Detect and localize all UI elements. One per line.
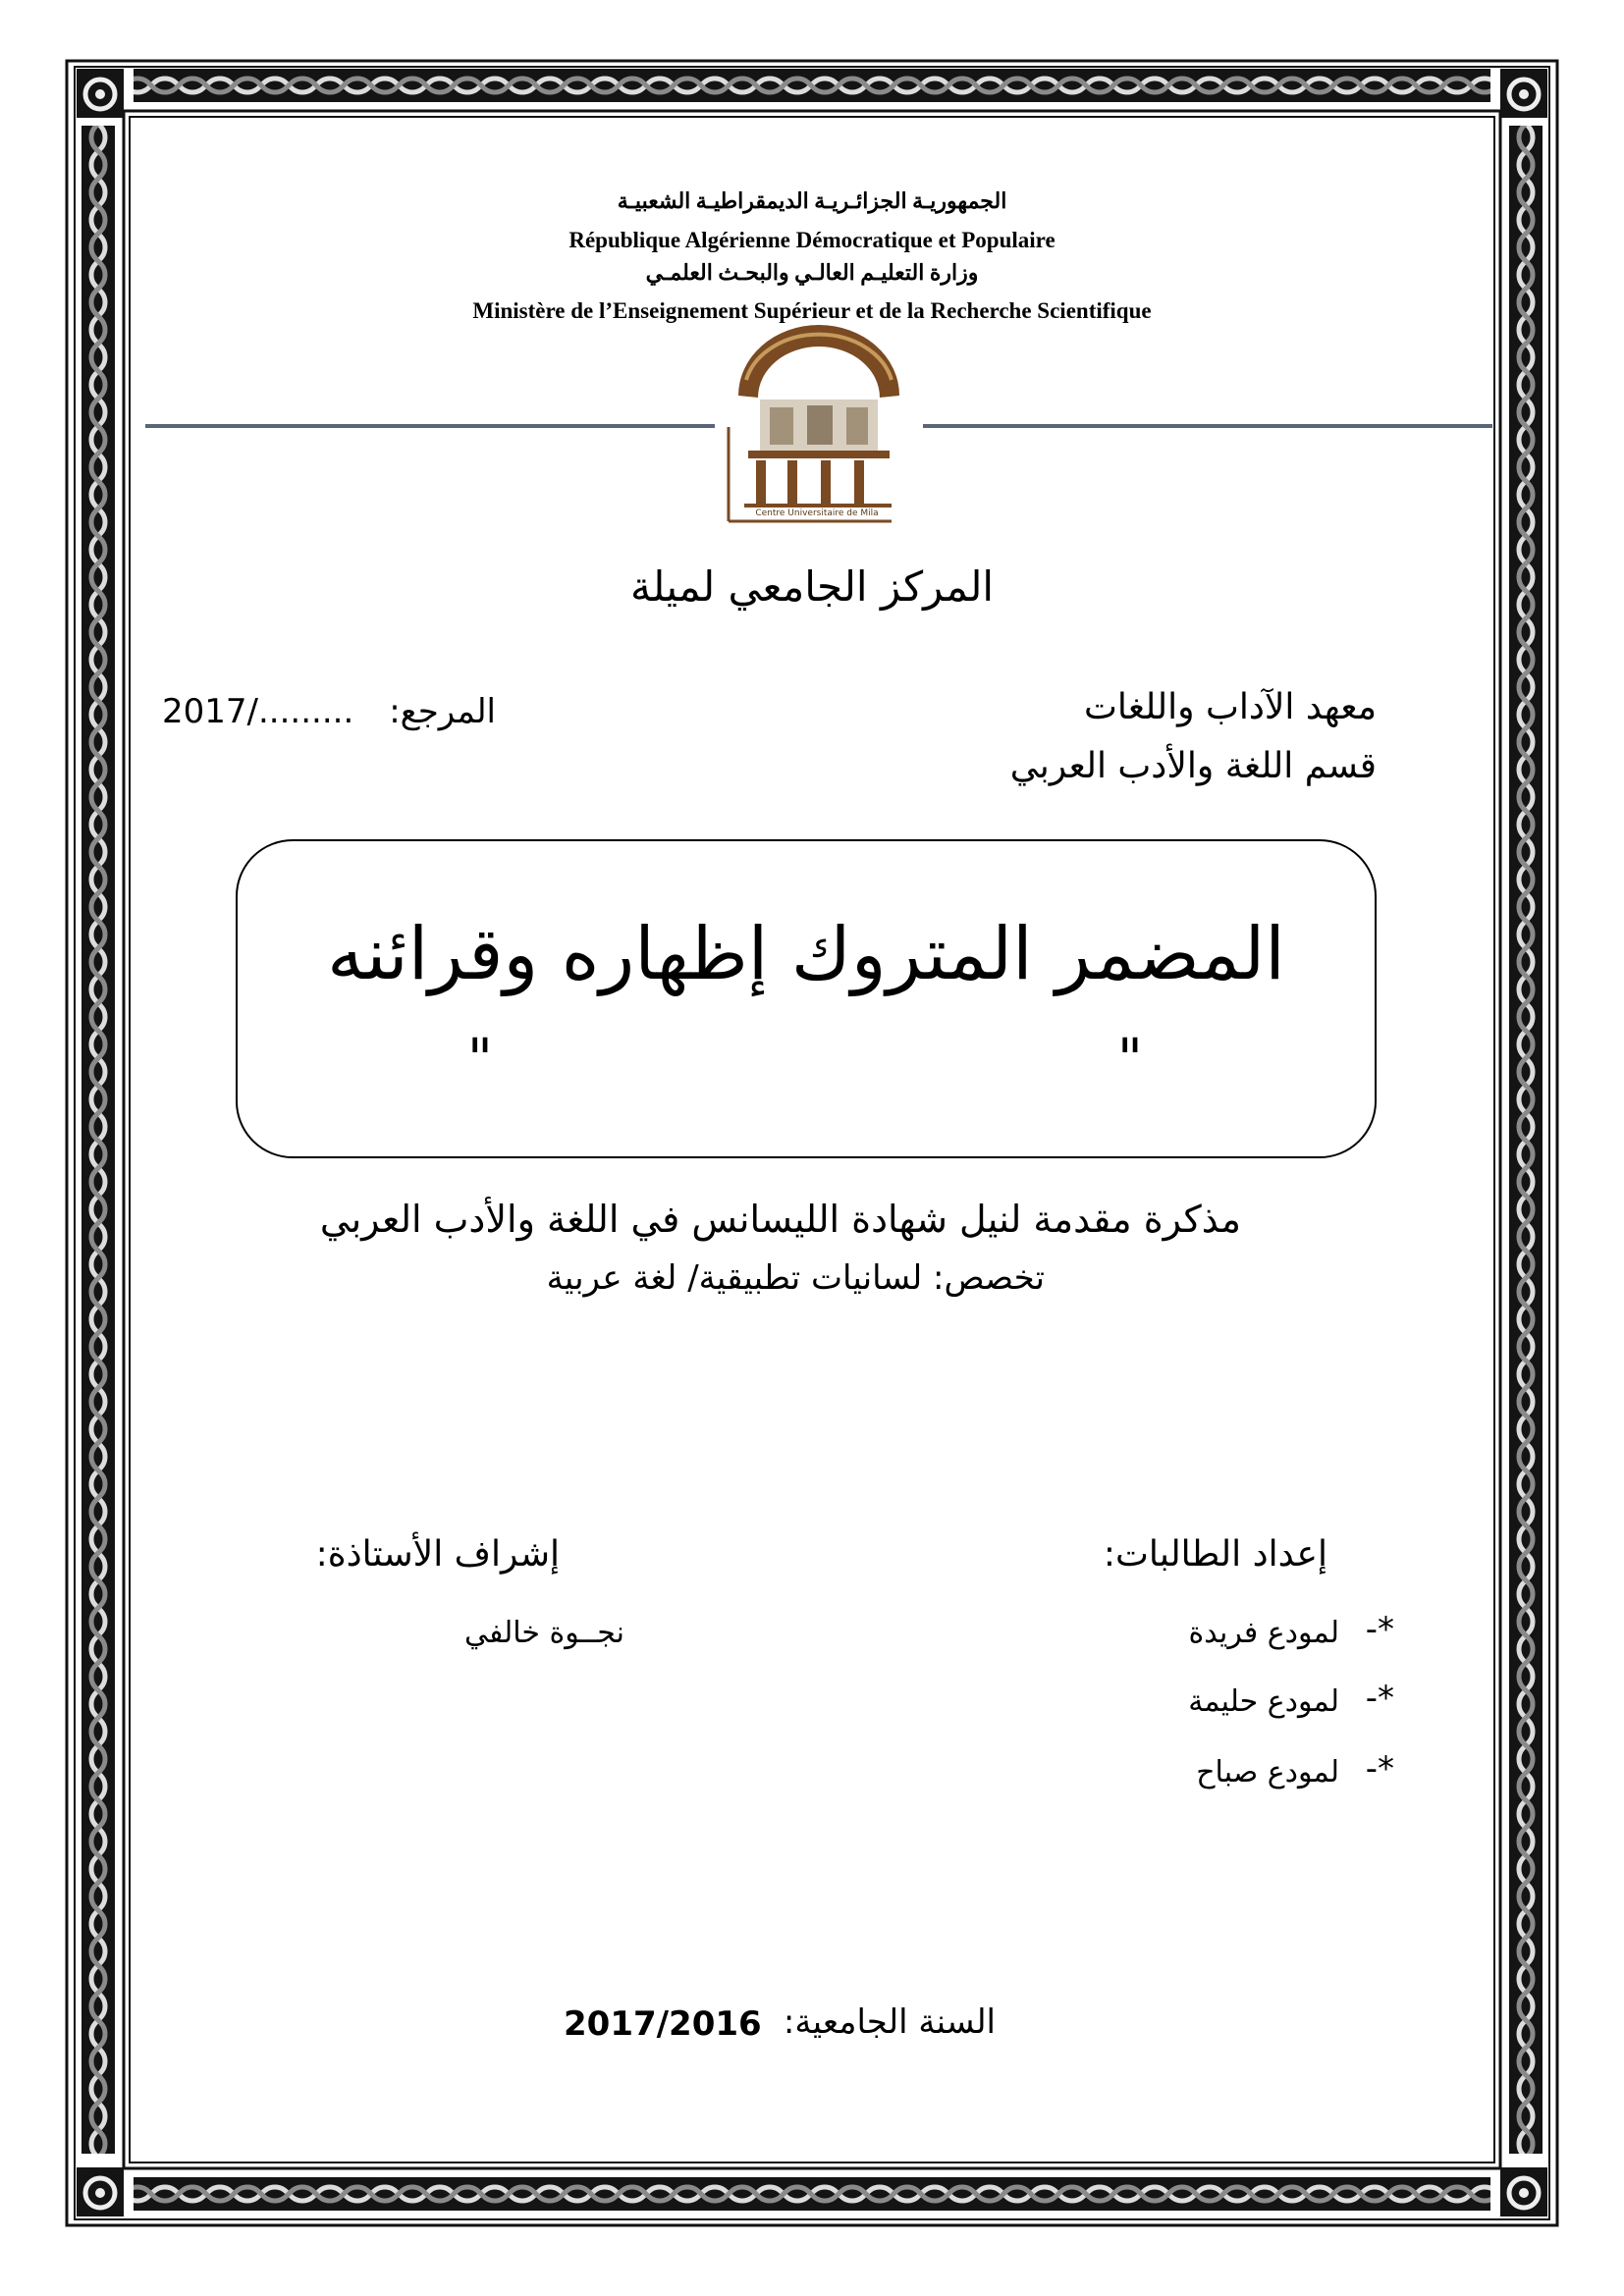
students-heading: إعداد الطالبات: xyxy=(1103,1534,1327,1575)
thesis-title-box xyxy=(236,839,1377,1158)
ministry-name-french: Ministère de l’Enseignement Supérieur et de la Recherche Scientifique xyxy=(472,298,1152,323)
corner-ornament-top-right xyxy=(1500,69,1547,118)
corner-ornament-bottom-left xyxy=(77,2167,124,2216)
reference-number xyxy=(162,692,496,739)
corner-ornament-top-left xyxy=(77,69,124,118)
supervisor-heading: إشراف الأستاذة: xyxy=(315,1534,560,1575)
institute-name: معهد الآداب واللغات xyxy=(1084,687,1377,727)
student-row xyxy=(1129,1749,1394,1798)
student-name: لمودع فريدة xyxy=(1188,1616,1339,1650)
title-quote-open: " xyxy=(1117,1028,1143,1092)
academic-year-value: 2017/2016 xyxy=(564,2004,762,2044)
header-rule-right xyxy=(923,424,1492,428)
student-row xyxy=(1129,1610,1394,1659)
list-marker: *- xyxy=(1365,1610,1394,1649)
list-marker: *- xyxy=(1365,1679,1394,1718)
reference-label: المرجع: xyxy=(389,692,496,731)
academic-year-label: السنة الجامعية: xyxy=(783,2002,996,2042)
header-rule-left xyxy=(145,424,715,428)
title-quote-close: " xyxy=(467,1028,493,1092)
supervisor-name: نجــوة خالفي xyxy=(463,1616,624,1650)
specialty: تخصص: لسانيات تطبيقية/ لغة عربية xyxy=(546,1258,1045,1298)
reference-value: 2017/......... xyxy=(162,692,354,731)
republic-name-french: République Algérienne Démocratique et Populaire xyxy=(568,228,1056,252)
republic-name-arabic: الجمهوريـة الجزائـريـة الديمقراطيـة الشعبيـة xyxy=(617,188,1007,213)
degree-statement: مذكرة مقدمة لنيل شهادة الليسانس في اللغة والأدب العربي xyxy=(319,1198,1241,1241)
student-name: لمودع حليمة xyxy=(1188,1684,1339,1719)
logo-caption: Centre Universitaire de Mila xyxy=(755,508,879,518)
list-marker: *- xyxy=(1365,1749,1394,1789)
thesis-title: المضمر المتروك إظهاره وقرائنه xyxy=(327,912,1285,996)
student-name: لمودع صباح xyxy=(1196,1755,1339,1789)
corner-ornament-bottom-right xyxy=(1500,2167,1547,2216)
academic-year xyxy=(564,2002,996,2056)
department-name: قسم اللغة والأدب العربي xyxy=(1009,746,1377,786)
student-row xyxy=(1129,1679,1394,1728)
university-logo xyxy=(725,319,913,525)
center-name: المركز الجامعي لميلة xyxy=(629,562,995,611)
ministry-name-arabic: وزارة التعليـم العالـي والبحـث العلمـي xyxy=(645,260,979,285)
